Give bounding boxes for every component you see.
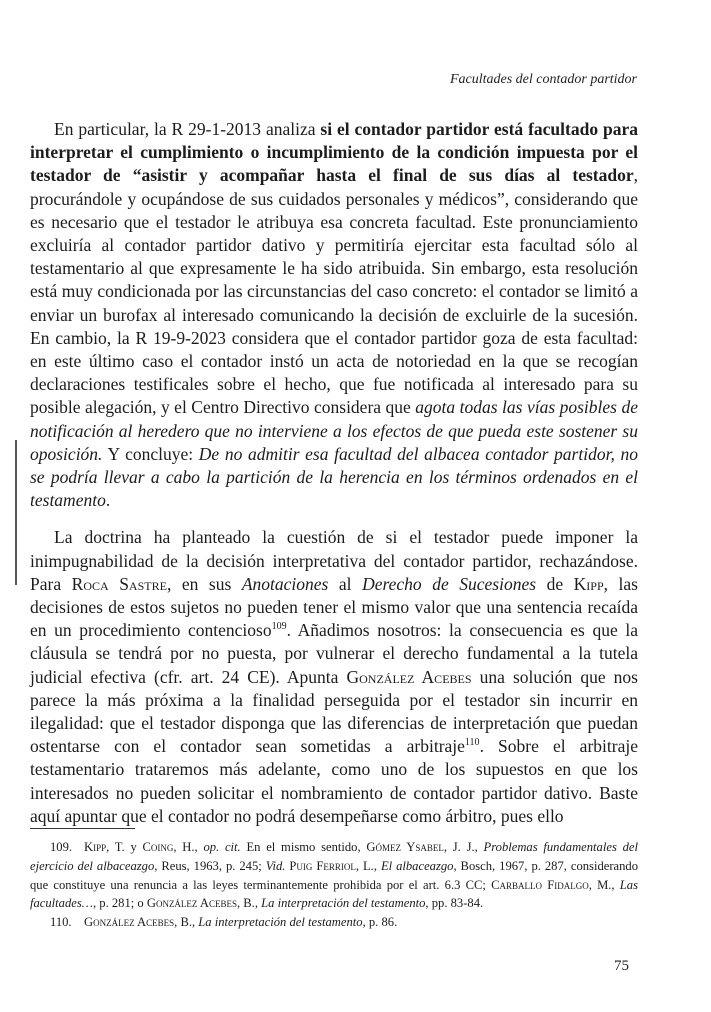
p1-italic-2: De no admitir esa facultad del albacea contador partidor, no se podría llevar a cabo la partición de la herencia en los términos ordenados en el testamento (30, 443, 638, 511)
footnote-number: 109. (50, 840, 73, 854)
page-number: 75 (614, 958, 629, 974)
p2-text-6: . Añadimos nosotros: la consecuencia es que la cláusula se tendrá por no puesta, por vulnerar el derecho fundamental a la tutela judicial efectiva (cfr. art. 24 CE). Apunta (30, 620, 638, 687)
footnotes (30, 838, 638, 932)
footnote-title: Las facultades… (30, 877, 638, 911)
margin-change-bar (15, 440, 17, 585)
footnote-text: , Bosch, 1967, p. 287, considerando que constituye una renuncia a las leyes terminantemente prohibida por el art. 6.3 CC; (30, 858, 638, 892)
footnote-title: Vid. (265, 858, 286, 873)
p1-text-1: En particular, la R 29-1-2013 analiza (54, 119, 321, 139)
footnote-text: , Reus, 1963, p. 245; (154, 858, 266, 873)
p1-text-4: . (105, 490, 111, 511)
p2-text-3: al (328, 573, 363, 594)
footnote-number: 110. (50, 915, 72, 930)
footnote-title: La interpretación del testamento (198, 915, 363, 930)
p1-text-2: , procurándole y ocupándose de sus cuidados personales y médicos”, considerando que es necesario que el testador le atribuya esa concreta facultad. Este pronunciamiento excluiría al contador partidor dativo y permitiría ejercitar esta facultad sólo al testamentario al que expresamente le ha sido atribuida. Sin embargo, esta resolución está muy condicionada por las circunstancias del caso concreto: el contador se limitó a enviar un burofax al interesado comunicando la decisión de excluirle de la sucesión. En cambio, la R 19-9-2023 considera que el contador partidor goza de esta facultad: en este último caso el contador instó un acta de notoriedad en la que se recogían declaraciones testificales sobre el hecho, que fue notificada al interesado para su posible alegación, y el Centro Directivo considera que (30, 165, 638, 418)
footnote-text: , B., (174, 915, 199, 930)
paragraph-1 (30, 118, 638, 512)
main-text (30, 118, 638, 828)
p2-italic-derecho: Derecho de Sucesiones (362, 573, 537, 594)
p2-text-5: , las decisiones de estos sujetos no pueden tener el mismo valor que una sentencia recaída en un procedimiento contencioso (30, 573, 638, 641)
footnote-author: Coing (142, 840, 174, 854)
p2-author-roca-sastre: Roca Sastre (71, 573, 167, 594)
footnote-text: , B., (236, 896, 262, 911)
p2-text-7: una solución que nos parece la más próxima a la finalidad perseguida por el testador sin incurrir en ilegalidad: que el testador disponga que las diferencias de interpretación que puedan ostentarse con el contador sean sometidas a arbitraje (30, 666, 638, 757)
footnote-title: Problemas fundamentales del ejercicio del albaceazgo (30, 840, 638, 873)
footnote-rule (30, 828, 135, 829)
footnote-title: La interpretación del testamento (261, 896, 426, 911)
footnote-title: op. cit. (203, 840, 241, 854)
footnote-text: , pp. 83-84. (425, 896, 484, 911)
footnote-author: Puig Ferriol (289, 858, 356, 873)
p1-italic-1: agota todas las vías posibles de notificación al heredero que no interviene a los efectos de que pueda este sostener su oposición. (30, 397, 638, 464)
p1-text-3: Y concluye: (102, 443, 199, 464)
footnote-text: , J. J., (443, 840, 484, 854)
footnote-text: En el mismo sentido, (240, 840, 367, 854)
footnote-text: , p. 86. (362, 915, 398, 930)
footnote-text: , H., (173, 840, 204, 854)
footnote (30, 913, 638, 932)
footnote-ref-110[interactable]: 110 (464, 737, 480, 749)
p2-text-1: La doctrina ha planteado la cuestión de si el testador puede imponer la inimpugnabilidad de la decisión interpretativa del contador partidor, rechazándose. Para (30, 527, 638, 594)
p2-author-gonzalez-acebes: González Acebes (346, 666, 472, 687)
footnote-title: El albaceazgo (380, 858, 454, 873)
footnote (30, 838, 638, 913)
footnote-text: , M., (588, 877, 620, 892)
footnote-author: González Acebes (146, 896, 237, 911)
p2-text-4: de (536, 573, 574, 594)
footnote-ref-109[interactable]: 109 (271, 621, 287, 633)
p2-author-kipp: Kipp (573, 573, 604, 594)
paragraph-2 (30, 526, 638, 828)
p2-text-8: . Sobre el arbitraje testamentario trataremos más adelante, como uno de los supuestos en que los interesados no pueden solicitar el nombramiento de contador partidor dativo. Baste aquí apuntar que el contador no podrá desempeñarse como árbitro, pues ello (30, 736, 638, 826)
footnote-text: , p. 281; o (92, 896, 147, 911)
footnote-author: Carballo Fidalgo (491, 877, 589, 892)
running-head: Facultades del contador partidor (449, 72, 637, 87)
footnote-author: González Acebes (84, 915, 175, 930)
p2-italic-anotaciones: Anotaciones (241, 573, 329, 594)
p2-text-2: , en sus (166, 573, 242, 594)
p1-bold-1: si el contador partidor está facultado para interpretar el cumplimiento o incumplimiento de la condición impuesta por el testador de “asistir y acompañar hasta el final de sus días al testador (30, 119, 638, 186)
footnote-text: , L., (355, 858, 381, 873)
footnote-author: Kipp (84, 840, 107, 854)
footnote-text: , T. y (106, 840, 143, 854)
footnote-author: Gómez Ysabel (366, 840, 444, 854)
